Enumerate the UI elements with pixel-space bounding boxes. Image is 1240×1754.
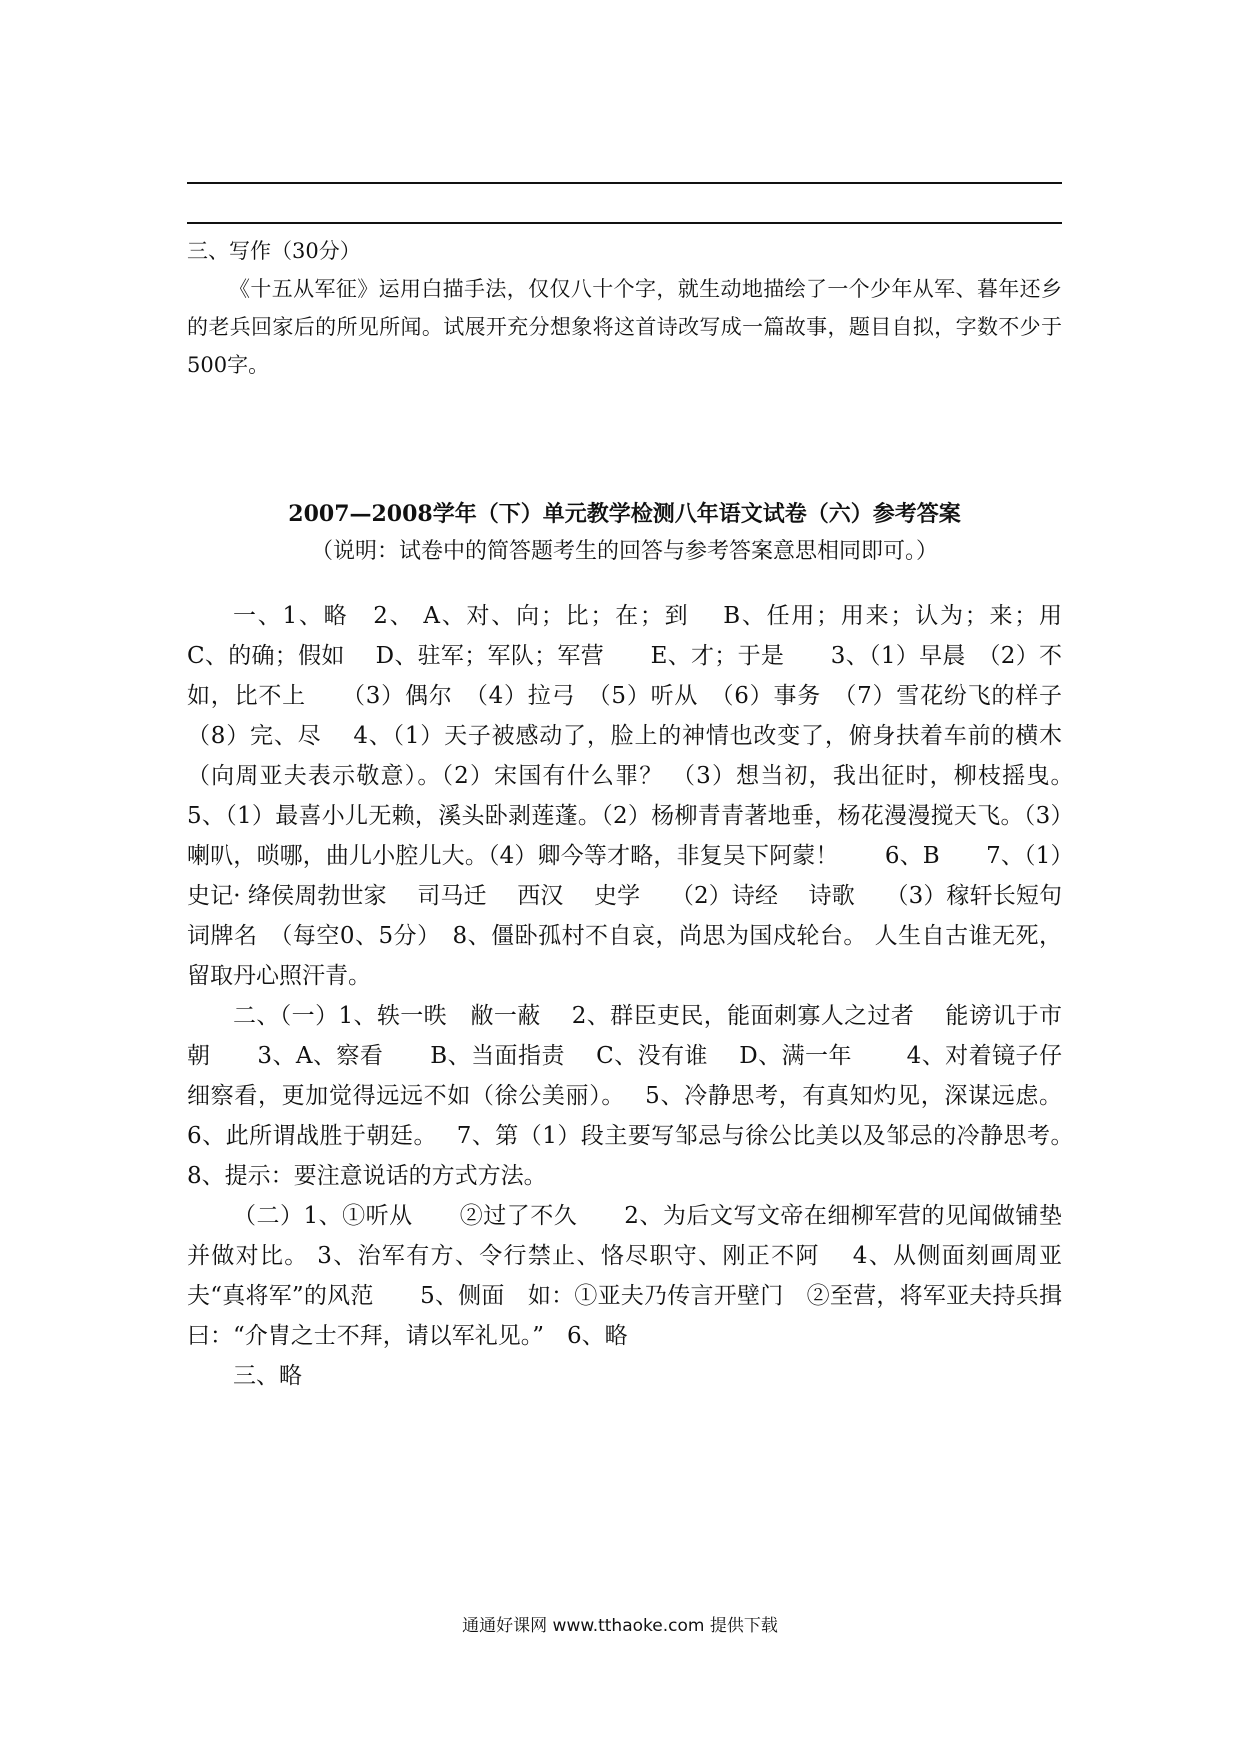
answer-line-1 bbox=[187, 182, 1062, 184]
answer-key-note: （说明：试卷中的简答题考生的回答与参考答案意思相同即可。） bbox=[310, 539, 938, 564]
page-footer: 通通好课网 www.tthaoke.com 提供下载 bbox=[462, 1616, 778, 1636]
writing-section bbox=[187, 232, 1062, 384]
writing-section-heading: 三、写作（30分） bbox=[187, 239, 361, 263]
answer-key-title: 2007—2008学年（下）单元教学检测八年语文试卷（六）参考答案 bbox=[288, 501, 961, 527]
answer-part-2-1: 二、（一）1、轶一昳 敝一蔽 2、群臣吏民，能面刺寡人之过者 能谤讥于市朝 3、A、察看 B、当面指责 C、没有谁 D、满一年 4、对着镜子仔细察看，更加觉得远远不如（徐公美丽）。 5、冷静思考，有真知灼见，深谋远虑。 6、此所谓战胜于朝廷。 7、第（1）段主要写邹忌与徐公比美以及邹忌的冷静思考。 8、提示：要注意说话的方式方法。 bbox=[187, 1003, 1085, 1189]
answer-part-1: 一、1、略 2、 A、对、向；比；在；到 B、任用；用来；认为；来；用 C、的确；假如 D、驻军；军队；军营 E、才；于是 3、（1）早晨 （2）不如，比不上 （3）偶尔 （4）拉弓 （5）听从 （6）事务 （7）雪花纷飞的样子 （8）完、尽 4、（1）天子被感动了，脸上的神情也改变了，俯身扶着车前的横木（向周亚夫表示敬意）。（2）宋国有什么罪？ （3）想当初，我出征时，柳枝摇曳。 5、（1）最喜小儿无赖，溪头卧剥莲蓬。（2）杨柳青青著地垂，杨花漫漫搅天飞。（3）喇叭，唢哪，曲儿小腔儿大。（4）卿今等才略，非复吴下阿蒙！ 6、B 7、（1）史记· 绛侯周勃世家 司马迁 西汉 史学 （2）诗经 诗歌 （3）稼轩长短句 词牌名 （每空0、5分） 8、僵卧孤村不自哀，尚思为国戍轮台。 人生自古谁无死，留取丹心照汗青。 bbox=[187, 603, 1108, 989]
answer-part-3: 三、略 bbox=[233, 1363, 302, 1389]
answer-part-2-2: （二）1、①听从 ②过了不久 2、为后文写文帝在细柳军营的见闻做铺垫并做对比。 3、治军有方、令行禁止、恪尽职守、刚正不阿 4、从侧面刻画周亚夫“真将军”的风范 5、侧面 如：①亚夫乃传言开壁门 ②至营，将军亚夫持兵揖曰：“介胄之士不拜，请以军礼见。” 6、略 bbox=[187, 1203, 1062, 1349]
answer-line-2 bbox=[187, 222, 1062, 224]
writing-prompt: 《十五从军征》运用白描手法，仅仅八十个字，就生动地描绘了一个少年从军、暮年还乡的老兵回家后的所见所闻。试展开充分想象将这首诗改写成一篇故事，题目自拟，字数不少于500字。 bbox=[187, 277, 1062, 377]
answer-key-body bbox=[187, 596, 1108, 1396]
